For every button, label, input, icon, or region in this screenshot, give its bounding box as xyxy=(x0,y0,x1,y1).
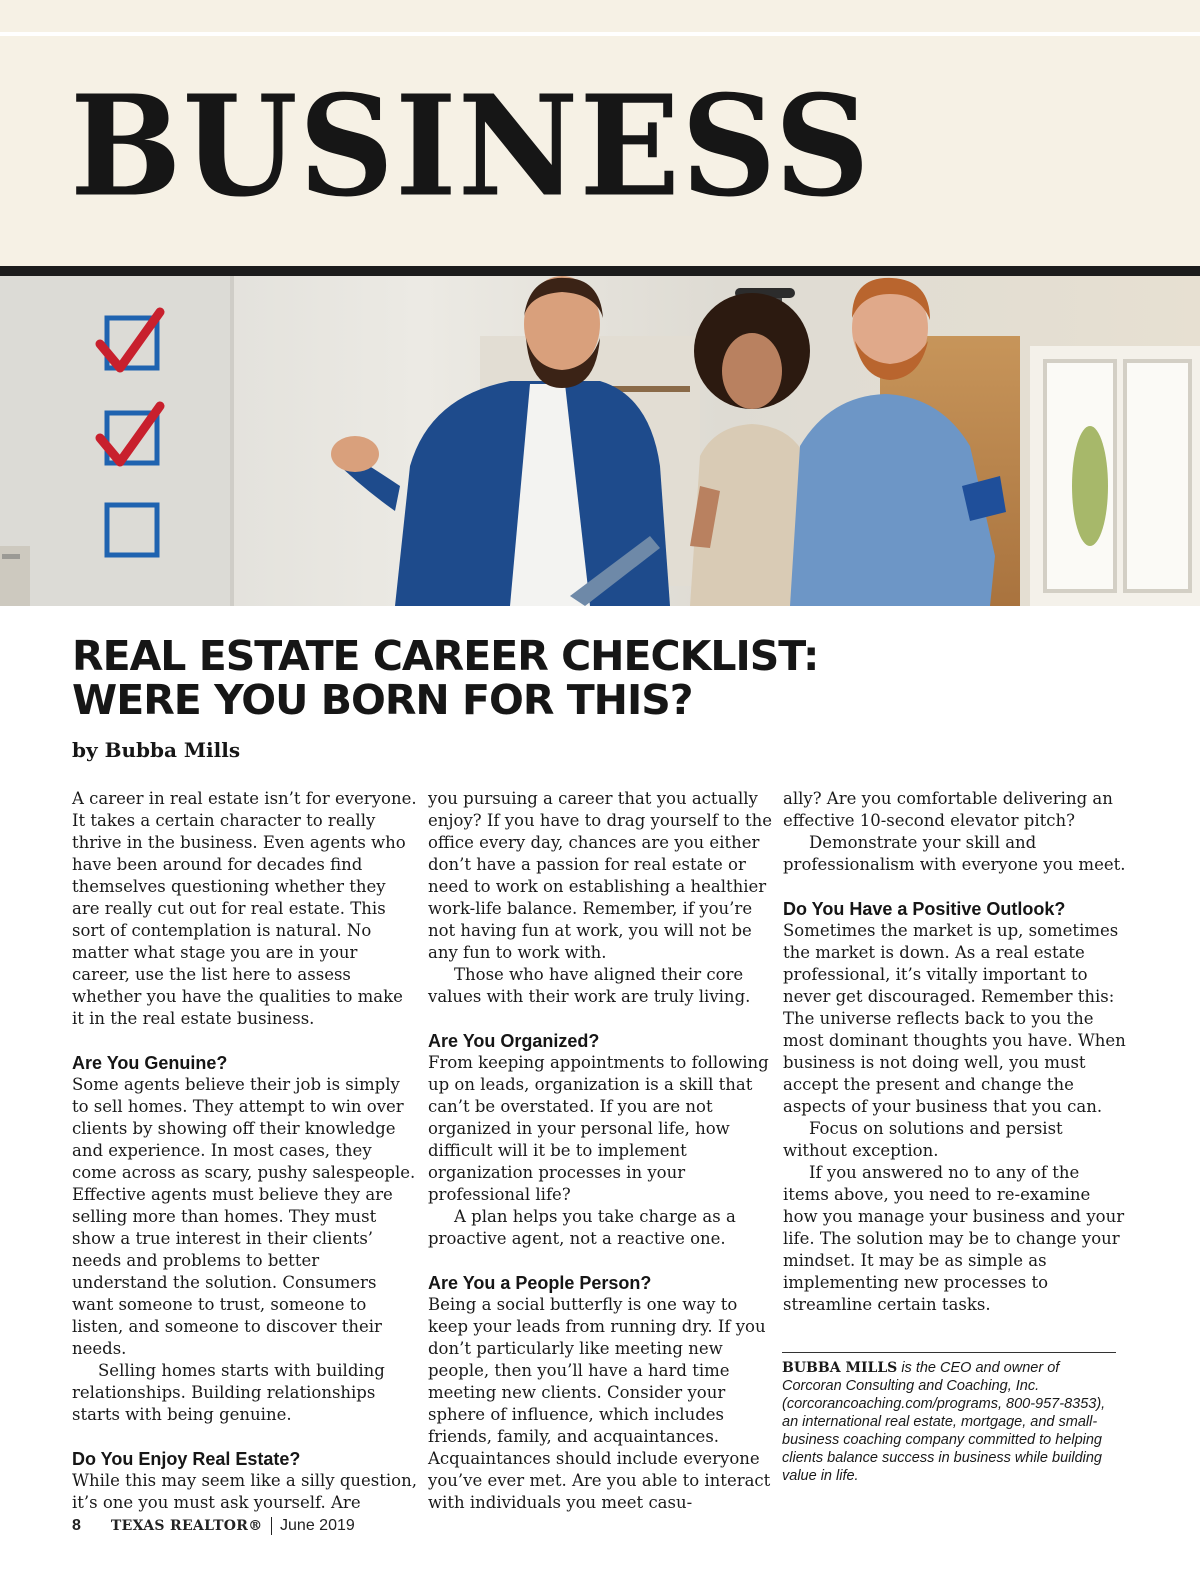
author-bio-text: is the CEO and owner of Corcoran Consulting and Coaching, Inc. (corcorancoaching.com/programs, 800-957-8353), an international real estate, mortgage, and small-business coaching company committed to helping clients balance success in business while building value in life. xyxy=(782,1360,1106,1484)
body-paragraph: While this may seem like a silly question, it’s one you must ask yourself. Are xyxy=(72,1471,417,1512)
body-paragraph: ally? Are you comfortable delivering an effective 10-second elevator pitch? xyxy=(783,789,1113,830)
body-paragraph: Some agents believe their job is simply to sell homes. They attempt to win over clients by showing off their knowledge and experience. In most cases, they come across as scary, pushy salespeople. Effective agents must believe they are selling more than homes. They must show a true interest in their clients’ needs and problems to better understand the solution. Consumers want someone to trust, someone to listen, and someone to discover their needs. xyxy=(72,1075,416,1358)
footer-divider xyxy=(271,1517,273,1535)
publication-name: TEXAS REALTOR® xyxy=(110,1518,263,1534)
headline-line-2: WERE YOU BORN FOR THIS? xyxy=(72,676,693,724)
byline: by Bubba Mills xyxy=(72,738,241,762)
author-bio xyxy=(782,1352,1116,1485)
subhead-genuine: Are You Genuine? xyxy=(72,1053,228,1073)
body-paragraph: From keeping appointments to following up on leads, organization is a skill that can’t be overstated. If you are not organized in your personal life, how difficult will it be to implement organization processes in your professional life? xyxy=(428,1053,769,1204)
article-column-3 xyxy=(783,788,1128,1316)
section-divider xyxy=(0,266,1200,276)
subhead-enjoy: Do You Enjoy Real Estate? xyxy=(72,1449,301,1469)
section-title: BUSINESS xyxy=(70,65,871,229)
body-paragraph: you pursuing a career that you actually enjoy? If you have to drag yourself to the office every day, chances are you either don’t have a passion for real estate or need to work on establishing a healthier work-life balance. Remember, if you’re not having fun at work, you will not be any fun to work with. xyxy=(428,789,773,962)
page-footer xyxy=(72,1514,355,1538)
body-paragraph: Focus on solutions and persist without exception. xyxy=(783,1119,1063,1160)
body-paragraph: Being a social butterfly is one way to keep your leads from running dry. If you don’t particularly like meeting new people, then you’ll have a hard time meeting new clients. Consider your sphere of influence, which includes friends, family, and acquaintances. Acquaintances should include everyone you’ve ever met. Are you able to interact with individuals you meet casu- xyxy=(428,1295,771,1512)
subhead-outlook: Do You Have a Positive Outlook? xyxy=(783,899,1066,919)
page-number: 8 xyxy=(72,1517,81,1534)
body-paragraph: Selling homes starts with building relationships. Building relationships starts with being genuine. xyxy=(72,1361,385,1424)
body-paragraph: Demonstrate your skill and professionalism with everyone you meet. xyxy=(783,833,1126,874)
intro-paragraph: A career in real estate isn’t for everyone. It takes a certain character to really thrive in the business. Even agents who have been around for decades find themselves questioning whether they are really cut out for real estate. This sort of contemplation is natural. No matter what stage you are in your career, use the list here to assess whether you have the qualities to make it in the real estate business. xyxy=(72,789,417,1028)
article-column-1 xyxy=(72,788,417,1514)
masthead-rule xyxy=(0,32,1200,36)
issue-date: June 2019 xyxy=(280,1517,355,1534)
body-paragraph: Those who have aligned their core values with their work are truly living. xyxy=(428,965,751,1006)
masthead xyxy=(0,0,1200,266)
hero-photo xyxy=(0,276,1200,606)
article-column-2 xyxy=(428,788,773,1514)
body-paragraph: Sometimes the market is up, sometimes the market is down. As a real estate professional, it’s vitally important to never get discouraged. Remember this: The universe reflects back to you the most dominant thoughts you have. When business is not doing well, you must accept the present and change the aspects of your business that you can. xyxy=(783,921,1126,1116)
body-paragraph: A plan helps you take charge as a proactive agent, not a reactive one. xyxy=(428,1207,736,1248)
body-paragraph: If you answered no to any of the items above, you need to re-examine how you manage your business and your life. The solution may be to change your mindset. It may be as simple as implementing new processes to streamline certain tasks. xyxy=(783,1163,1125,1314)
headline-line-1: REAL ESTATE CAREER CHECKLIST: xyxy=(72,632,819,680)
subhead-organized: Are You Organized? xyxy=(428,1031,600,1051)
subhead-people: Are You a People Person? xyxy=(428,1273,652,1293)
author-name: BUBBA MILLS xyxy=(782,1360,898,1376)
article-headline xyxy=(72,634,972,722)
